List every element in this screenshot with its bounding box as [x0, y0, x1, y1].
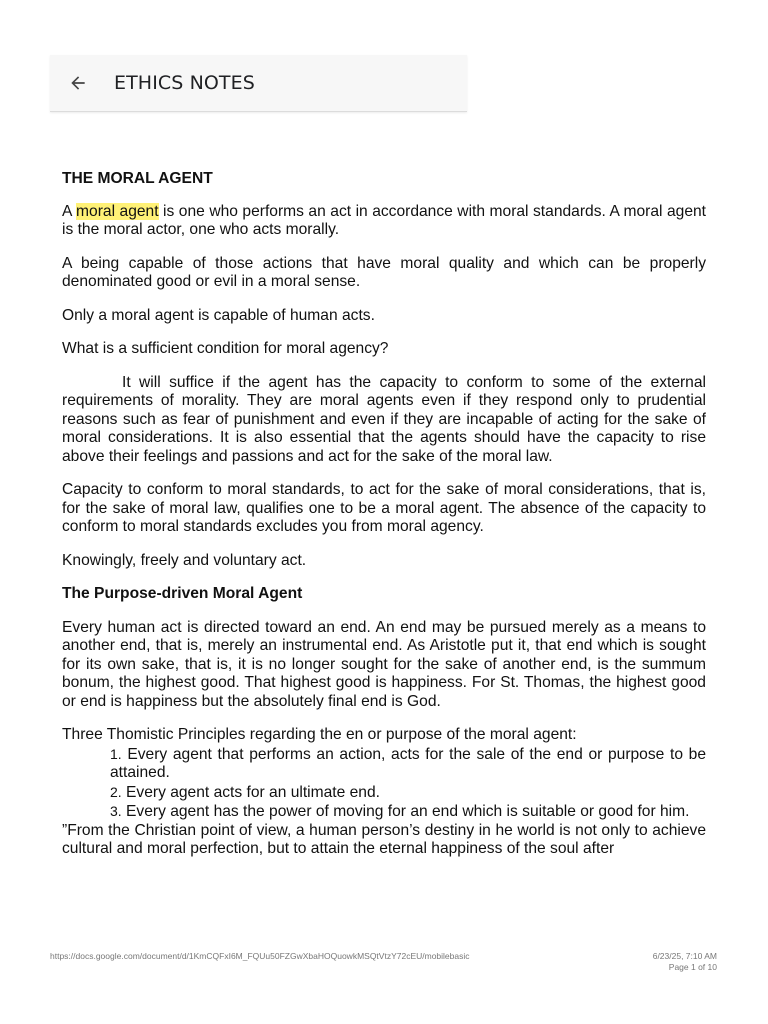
list-item	[110, 745, 706, 783]
paragraph: A being capable of those actions that have moral quality and which can be properly denominated good or evil in a moral sense.	[62, 254, 706, 290]
list-number: 1.	[110, 745, 122, 762]
principles-list	[62, 745, 706, 822]
section-heading: THE MORAL AGENT	[62, 170, 213, 187]
text: A	[62, 202, 77, 220]
paragraph: ”From the Christian point of view, a human person’s destiny in he world is not only to achieve cultural and moral perfection, but to attain the eternal happiness of the soul after	[62, 821, 706, 857]
document-body	[62, 170, 706, 874]
footer-datetime: 6/23/25, 7:10 AM	[652, 951, 717, 961]
subsection-heading: The Purpose-driven Moral Agent	[62, 585, 303, 602]
list-number: 2.	[110, 783, 122, 800]
paragraph: Knowingly, freely and voluntary act.	[62, 551, 307, 569]
list-item-text: Every agent that performs an action, acts for the sale of the end or purpose to be attained.	[110, 745, 706, 781]
paragraph: Capacity to conform to moral standards, to act for the sake of moral considerations, that is, for the sake of moral law, qualifies one to be a moral agent. The absence of the capacity to conform to moral standards excludes you from moral agency.	[62, 481, 706, 535]
footer-page-number: Page 1 of 10	[668, 962, 717, 972]
paragraph-definition	[62, 203, 706, 240]
list-item-text: Every agent has the power of moving for an end which is suitable or good for him.	[121, 803, 690, 820]
highlighted-text[interactable]: moral agent	[76, 202, 159, 220]
paragraph: Three Thomistic Principles regarding the en or purpose of the moral agent:	[62, 726, 577, 743]
footer-meta	[653, 951, 717, 973]
list-item-text: Every agent acts for an ultimate end.	[121, 783, 380, 801]
list-item	[110, 802, 706, 822]
list-number: 3.	[110, 803, 122, 819]
list-item	[110, 783, 706, 803]
paragraph: It will suffice if the agent has the capacity to conform to some of the external requirements of morality. They are moral agents even if they respond only to prudential reasons such as fear of punishment and even if they are incapable of acting for the sake of moral considerations. It is also essential that the agents should have the capacity to rise above their feelings and passions and act for the sake of the moral law.	[62, 373, 706, 465]
text: is one who performs an act in accordance with moral standards. A moral agent is the moral actor, one who acts morally.	[62, 202, 706, 238]
paragraph: What is a sufficient condition for moral agency?	[62, 340, 389, 357]
arrow-left-icon	[68, 73, 88, 93]
footer-url: https://docs.google.com/document/d/1KmCQFxI6M_FQUu50FZGwXbaHOQuowkMSQtVtzY72cEU/mobilebasic	[50, 951, 470, 961]
back-button[interactable]	[66, 71, 90, 95]
paragraph: Every human act is directed toward an end. An end may be pursued merely as a means to another end, that is, merely an instrumental end. As Aristotle put it, that end which is sought for its own sake, that is, it is no longer sought for the sake of another end, is the summum bonum, the highest good. That highest good is happiness. For St. Thomas, the highest good or end is happiness but the absolutely final end is God.	[62, 618, 706, 710]
paragraph: Only a moral agent is capable of human acts.	[62, 306, 375, 324]
page-title: ETHICS NOTES	[114, 72, 255, 94]
app-bar	[50, 55, 467, 112]
